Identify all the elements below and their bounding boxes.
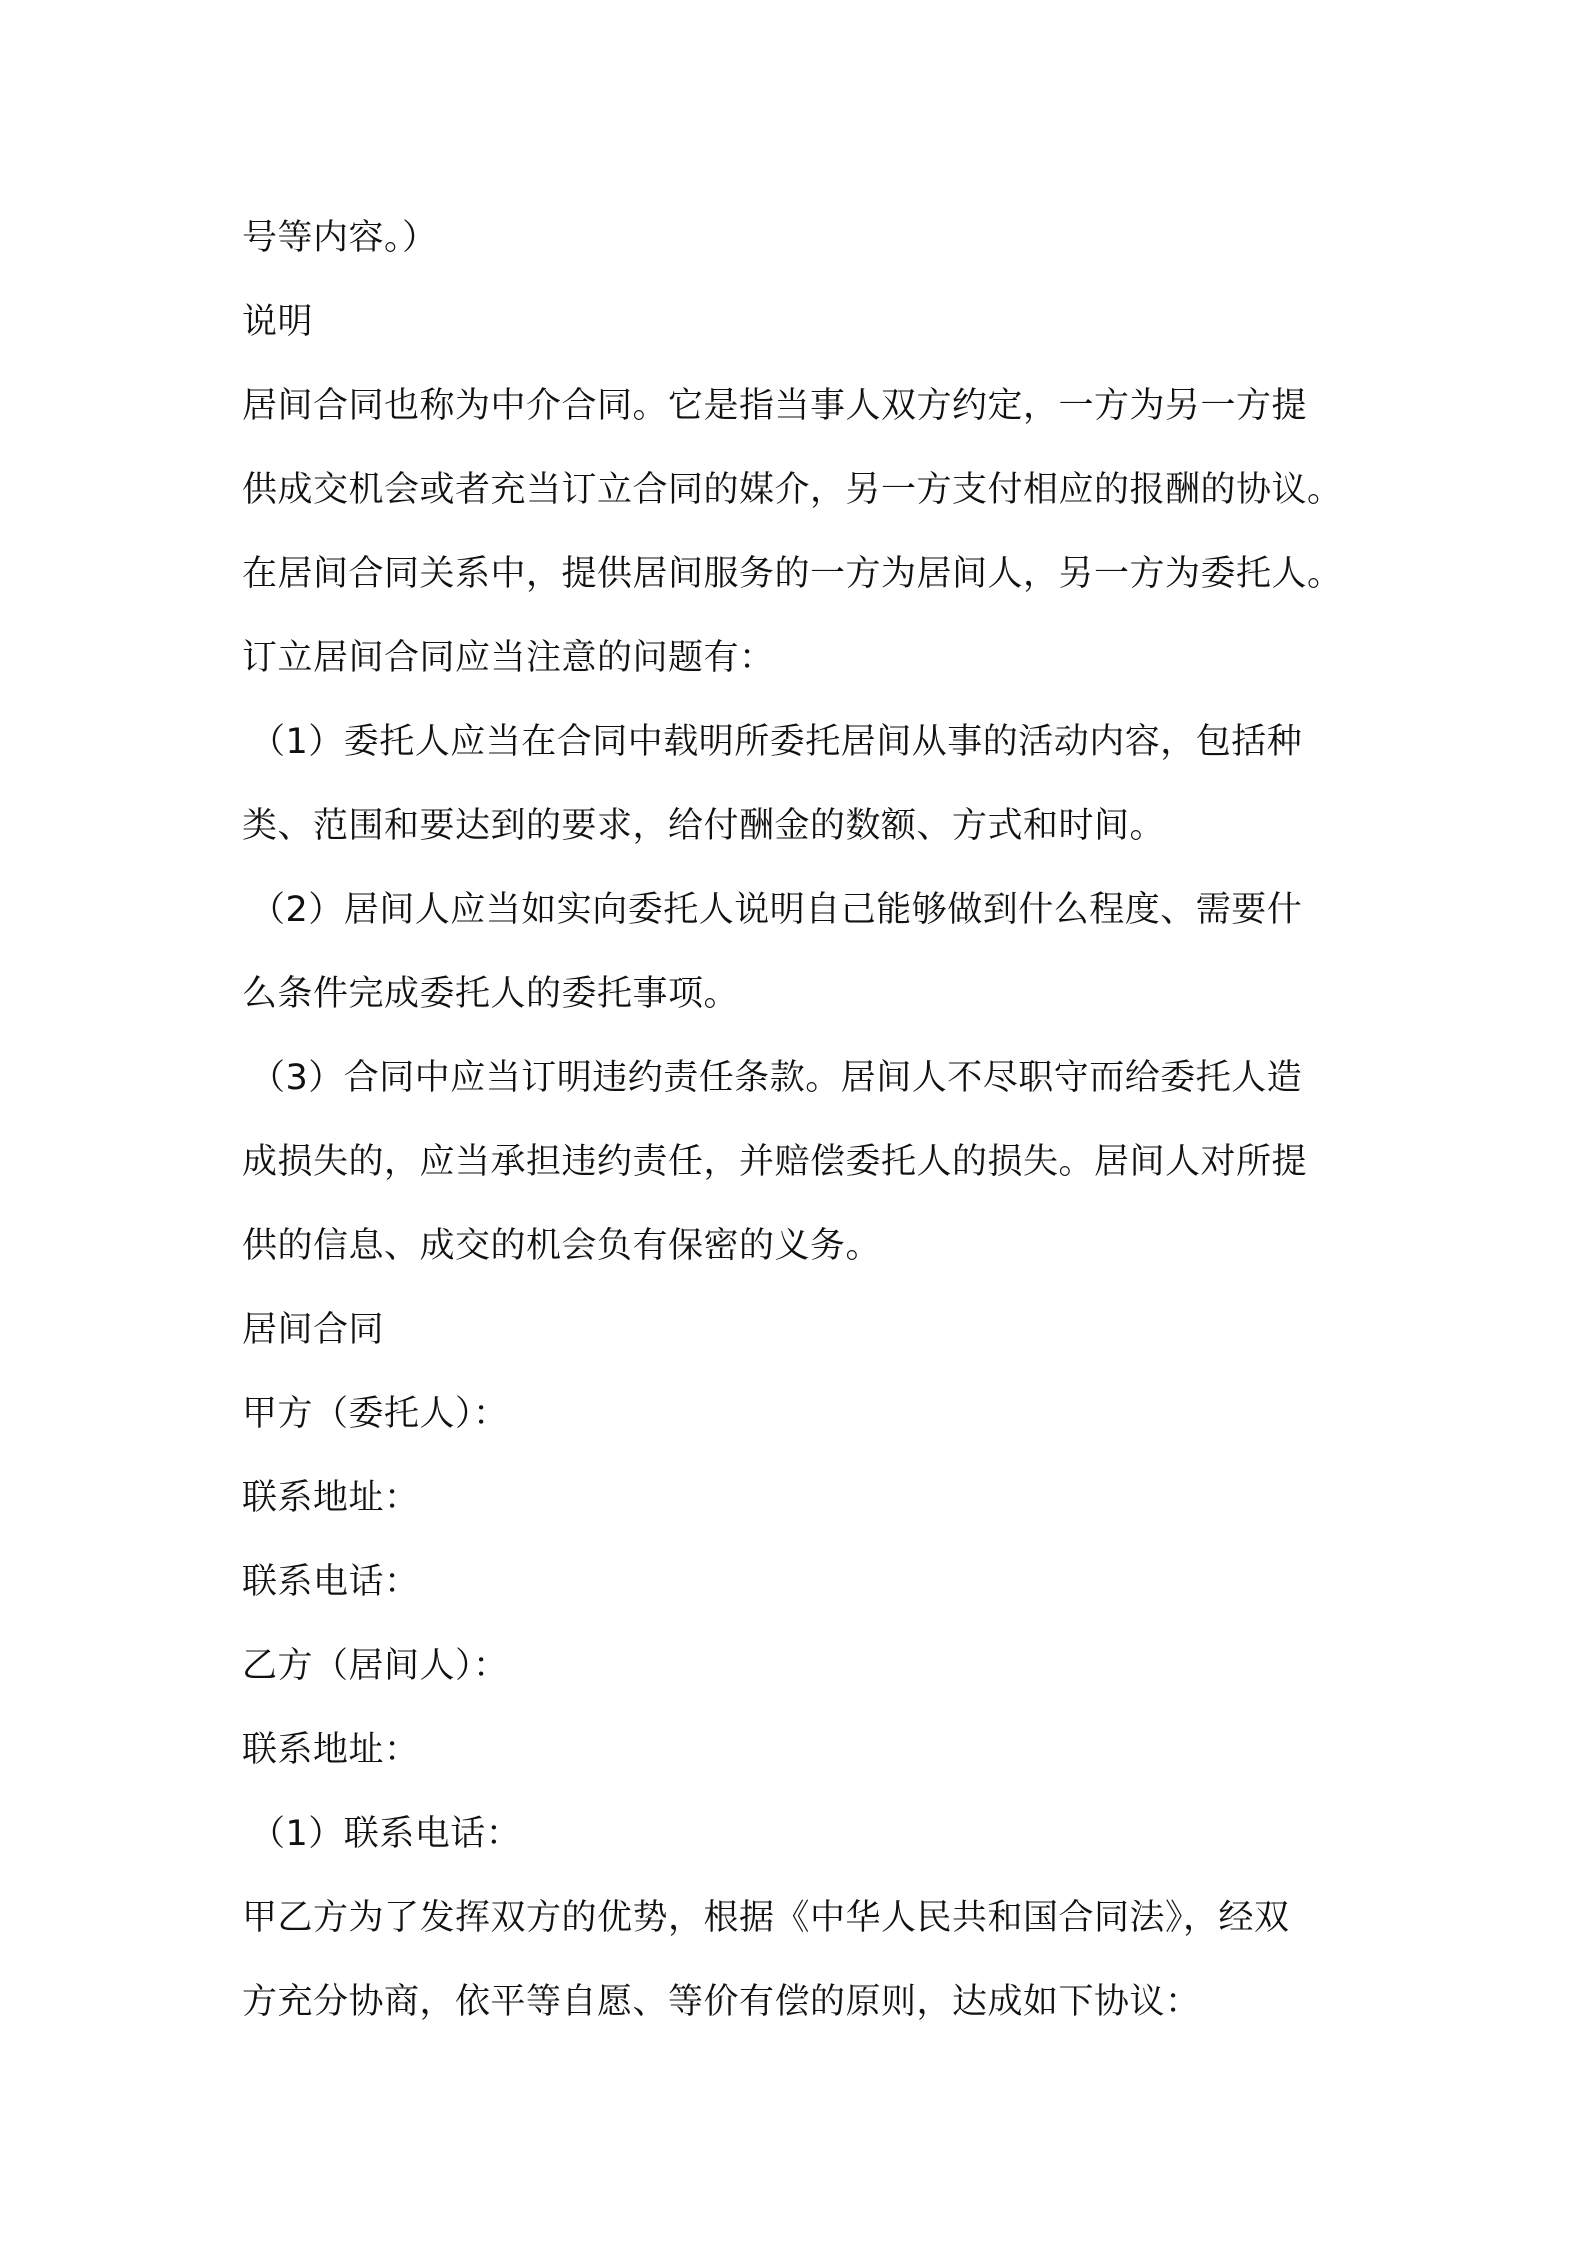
text-line: 供的信息、成交的机会负有保密的义务。 [242,1226,882,1266]
text-line: 成损失的，应当承担违约责任，并赔偿委托人的损失。居间人对所提 [242,1142,1308,1182]
party-b-phone-label: （1）联系电话： [250,1814,522,1854]
contract-title: 居间合同 [242,1310,385,1350]
text-line: 方充分协商，依平等自愿、等价有偿的原则，达成如下协议： [242,1982,1201,2022]
list-item-2: （2）居间人应当如实向委托人说明自己能够做到什么程度、需要什 [250,890,1303,930]
text-line: 么条件完成委托人的委托事项。 [242,974,740,1014]
text-line: 居间合同也称为中介合同。它是指当事人双方约定，一方为另一方提 [242,386,1308,426]
list-item-3: （3）合同中应当订明违约责任条款。居间人不尽职守而给委托人造 [250,1058,1303,1098]
list-item-1: （1）委托人应当在合同中载明所委托居间从事的活动内容，包括种 [250,722,1303,762]
text-line: 订立居间合同应当注意的问题有： [242,638,775,678]
party-a-label: 甲方（委托人）： [242,1394,509,1434]
text-line-continuation: 号等内容。） [242,218,438,258]
party-a-phone-label: 联系电话： [242,1562,420,1602]
text-line: 类、范围和要达到的要求，给付酬金的数额、方式和时间。 [242,806,1166,846]
text-line: 甲乙方为了发挥双方的优势，根据《中华人民共和国合同法》，经双 [242,1898,1290,1938]
document-body [242,196,1382,2044]
section-heading-explanation: 说明 [242,302,314,342]
party-b-address-label: 联系地址： [242,1730,420,1770]
text-line: 在居间合同关系中，提供居间服务的一方为居间人，另一方为委托人。 [242,554,1343,594]
text-line: 供成交机会或者充当订立合同的媒介，另一方支付相应的报酬的协议。 [242,470,1343,510]
party-b-label: 乙方（居间人）： [242,1646,509,1686]
party-a-address-label: 联系地址： [242,1478,420,1518]
